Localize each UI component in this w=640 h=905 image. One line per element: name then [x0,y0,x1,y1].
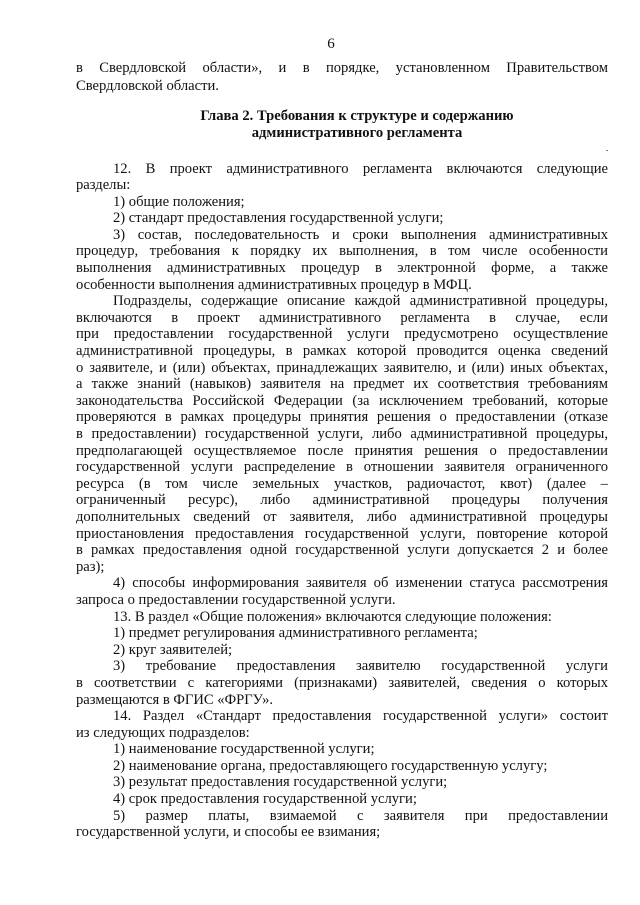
text-line: предполагающей осуществляемое после принятия решения о предоставлении [76,442,608,459]
text-line: в предоставлении) государственной услуги, либо административной процедуры, [76,426,608,442]
text-line: при предоставлении государственной услуги предусмотрено осуществление [76,326,608,343]
text-line: 3) состав, последовательность и сроки выполнения административных [113,226,608,243]
text-line: раз); [76,558,105,575]
text-line: проверяются в рамках процедуры принятия решения о предоставлении (отказе [76,409,608,426]
text-line: государственной услуги распределение в отношении заявителя ограниченного [76,459,608,476]
text-line: а также знаний (навыков) заявителя на предмет их соответствия требованиям [76,376,608,393]
text-line: 5) размер платы, взимаемой с заявителя при предоставлении [113,807,608,824]
page-number: 6 [327,36,335,52]
text-line: 2) стандарт предоставления государственной услуги; [113,210,444,227]
text-line: 2) наименование органа, предоставляющего государственную услугу; [113,757,548,774]
text-line: в рамках предоставления одной государственной услуги допускается 2 и более [76,542,608,559]
text-line: в Свердловской области», и в порядке, установленном Правительством [76,60,608,76]
text-line: дополнительных сведений от заявителя, либо административной процедуры [76,508,608,525]
text-line: 4) срок предоставления государственной услуги; [113,791,417,808]
text-line: административной процедуры, в рамках которой проводится оценка сведений [76,343,608,360]
text-line: процедур, требования к порядку их выполнения, в том числе особенности [76,243,608,260]
chapter-heading-line: административного регламента [251,124,463,141]
text-line: включаются в проект административного регламента в случае, если [76,309,608,326]
text-line: особенности выполнения административных процедур в МФЦ. [76,276,472,293]
body-text [76,161,608,841]
text-line: 13. В раздел «Общие положения» включаются следующие положения: [113,608,552,625]
scan-speck [606,150,608,151]
text-line: ресурса (в том числе земельных участков, радиочастот, квот) (далее – [76,475,608,492]
text-line: 12. В проект административного регламента включаются следующие [113,160,608,177]
text-line: Свердловской области. [76,77,219,94]
text-line: 14. Раздел «Стандарт предоставления государственной услуги» состоит [113,708,608,725]
text-line: из следующих подразделов: [76,724,250,741]
text-line: 4) способы информирования заявителя об изменении статуса рассмотрения [113,575,608,592]
text-line: ограниченный ресурс), либо административной процедуры получения [76,492,608,509]
text-line: в соответствии с категориями (признаками) заявителей, сведения о которых [76,674,608,691]
text-line: о заявителе, и (или) объектах, принадлежащих заявителю, и (или) иных объектах, [76,359,608,376]
text-line: запроса о предоставлении государственной услуги. [76,591,396,608]
text-line: 1) предмет регулирования административного регламента; [113,625,478,642]
intro-paragraph [76,60,608,95]
text-line: 1) общие положения; [113,193,245,210]
text-line: законодательства Российской Федерации (за исключением требований, которые [76,392,608,409]
text-line: 3) требование предоставления заявителю государственной услуги [113,658,608,675]
chapter-heading-line: Глава 2. Требования к структуре и содержанию [200,108,514,124]
text-line: 3) результат предоставления государственной услуги; [113,774,448,791]
text-line: размещаются в ФГИС «ФРГУ». [76,691,274,708]
text-line: 1) наименование государственной услуги; [113,741,375,758]
text-line: государственной услуги, и способы ее взимания; [76,824,381,841]
text-line: выполнения административных процедур в электронной форме, а также [76,260,608,277]
text-line: разделы: [76,177,131,194]
chapter-heading [76,108,608,141]
text-line: 2) круг заявителей; [113,641,233,658]
text-line: приостановления предоставления государственной услуги, повторение которой [76,525,608,542]
text-line: Подразделы, содержащие описание каждой административной процедуры, [113,293,608,310]
